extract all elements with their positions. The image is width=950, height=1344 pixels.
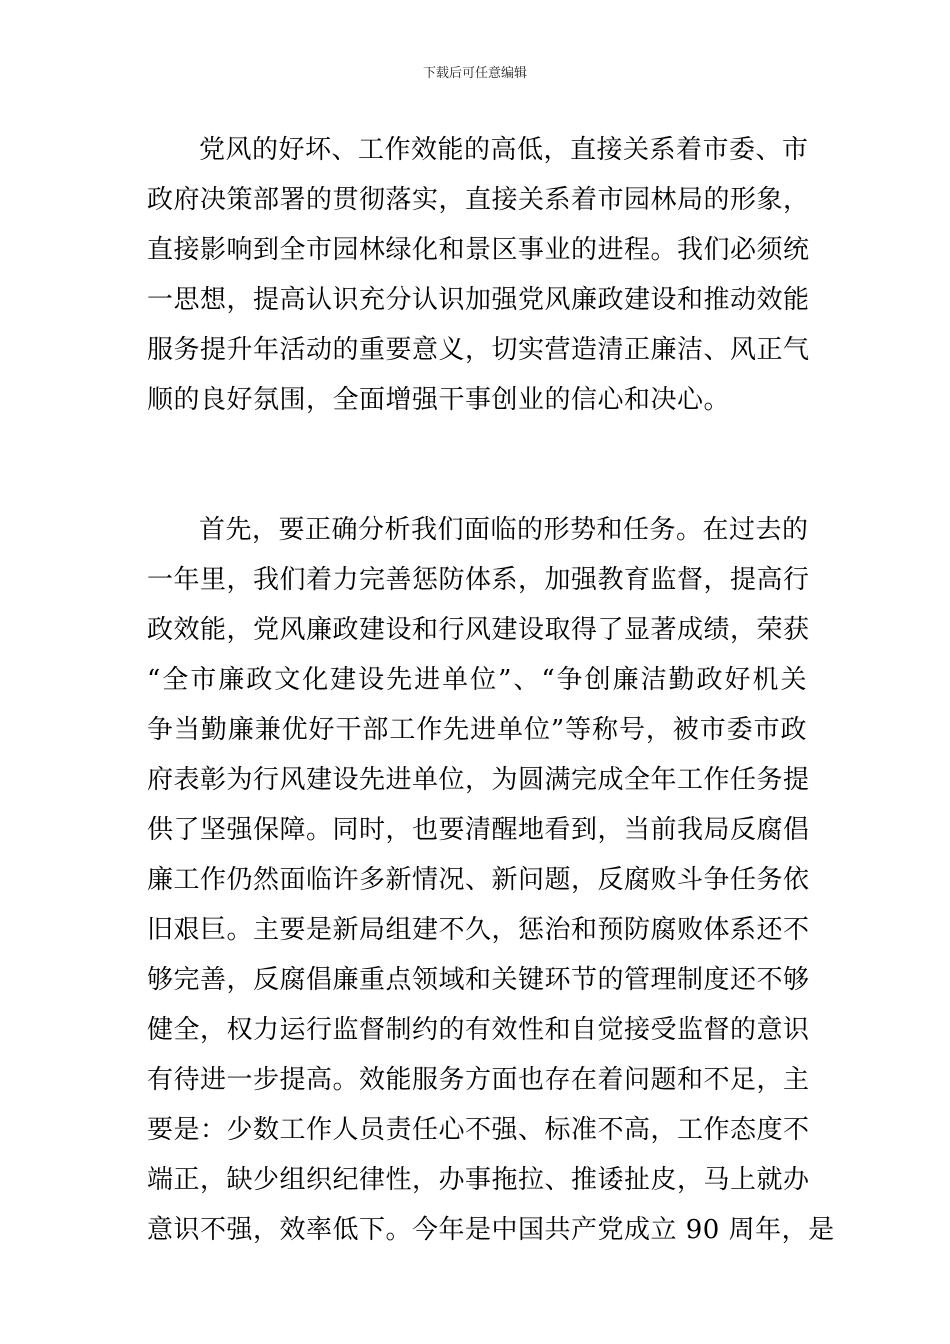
paragraph-2 [147, 505, 835, 1255]
text-line: 健全，权力运行监督制约的有效性和自觉接受监督的意识 [147, 1015, 810, 1045]
document-body [147, 125, 835, 1255]
text-line: 府表彰为行风建设先进单位，为圆满完成全年工作任务提 [147, 765, 810, 795]
text-line: 廉工作仍然面临许多新情况、新问题，反腐败斗争任务依 [147, 865, 810, 895]
text-line: 政效能，党风廉政建设和行风建设取得了显著成绩，荣获 [147, 615, 810, 645]
text-line: 一思想，提高认识充分认识加强党风廉政建设和推动效能 [147, 285, 810, 315]
paragraph-gap [147, 425, 807, 505]
text-line: 够完善，反腐倡廉重点领域和关键环节的管理制度还不够 [147, 965, 810, 995]
page-header: 下载后可任意编辑 [422, 66, 527, 81]
text-line: “全市廉政文化建设先进单位”、“争创廉洁勤政好机关 [147, 665, 807, 695]
text-line: 供了坚强保障。同时，也要清醒地看到，当前我局反腐倡 [147, 815, 810, 845]
text-line: 首先，要正确分析我们面临的形势和任务。在过去的 [199, 515, 809, 545]
text-line: 意识不强，效率低下。今年是中国共产党成立 90 周年，是 [147, 1215, 835, 1245]
text-line: 顺的良好氛围，全面增强干事创业的信心和决心。 [147, 385, 731, 415]
text-line: 要是：少数工作人员责任心不强、标准不高，工作态度不 [147, 1115, 810, 1145]
text-line: 一年里，我们着力完善惩防体系，加强教育监督，提高行 [147, 565, 810, 595]
text-line: 端正，缺少组织纪律性，办事拖拉、推诿扯皮，马上就办 [147, 1165, 810, 1195]
text-line: 争当勤廉兼优好干部工作先进单位”等称号，被市委市政 [147, 715, 807, 745]
text-line: 直接影响到全市园林绿化和景区事业的进程。我们必须统 [147, 235, 810, 265]
text-line: 政府决策部署的贯彻落实，直接关系着市园林局的形象， [147, 185, 810, 215]
text-line: 服务提升年活动的重要意义，切实营造清正廉洁、风正气 [147, 335, 810, 365]
paragraph-1 [147, 125, 810, 425]
text-line: 党风的好坏、工作效能的高低，直接关系着市委、市 [199, 135, 809, 165]
text-line: 旧艰巨。主要是新局组建不久，惩治和预防腐败体系还不 [147, 915, 810, 945]
text-line: 有待进一步提高。效能服务方面也存在着问题和不足，主 [147, 1065, 810, 1095]
